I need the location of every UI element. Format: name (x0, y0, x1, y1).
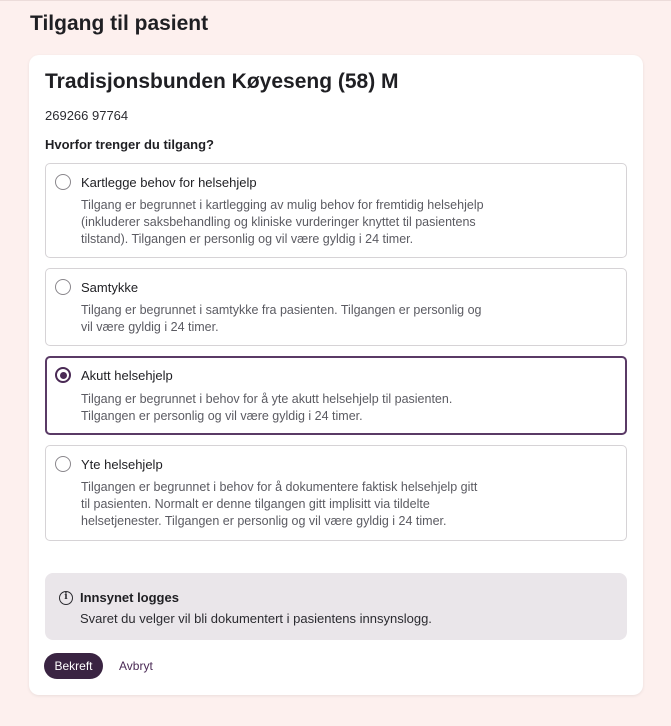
option-description: Tilgang er begrunnet i samtykke fra pasienten. Tilgangen er personlig og vil være gyldig i 24 timer. (81, 303, 482, 334)
info-title: Innsynet logges (80, 590, 179, 605)
option-description: Tilgang er begrunnet i behov for å yte akutt helsehjelp til pasienten. Tilgangen er personlig og vil være gyldig i 24 timer. (81, 392, 453, 423)
radio-button[interactable] (55, 456, 71, 472)
reason-option-yte[interactable] (45, 445, 627, 541)
radio-button-selected[interactable] (55, 367, 71, 383)
info-box (45, 573, 627, 640)
confirm-button[interactable]: Bekreft (44, 653, 103, 679)
access-card (29, 55, 643, 695)
option-description: Tilgangen er begrunnet i behov for å dokumentere faktisk helsehjelp gitt til pasienten. Normalt er denne tilgangen gitt implisitt via tildelte helsetjenester. Tilgangen er personlig og vil være gyldig i 24 timer. (81, 480, 478, 528)
reason-option-kartlegge[interactable] (45, 163, 627, 258)
radio-button[interactable] (55, 279, 71, 295)
page-title: Tilgang til pasient (30, 12, 209, 35)
option-title: Samtykke (81, 280, 139, 295)
reason-option-akutt[interactable] (45, 356, 627, 435)
info-icon: i (59, 591, 73, 605)
reason-question: Hvorfor trenger du tilgang? (45, 137, 214, 152)
patient-name: Tradisjonsbunden Køyeseng (58) M (45, 70, 399, 93)
info-text: Svaret du velger vil bli dokumentert i pasientens innsynslogg. (80, 611, 432, 626)
option-description: Tilgang er begrunnet i kartlegging av mulig behov for fremtidig helsehjelp (inkluderer saksbehandling og kliniske vurderinger knyttet til pasientens tilstand). Tilgangen er personlig og vil være gyldig i 24 timer. (81, 198, 484, 246)
reason-option-samtykke[interactable] (45, 268, 627, 346)
cancel-button[interactable]: Avbryt (119, 659, 153, 673)
option-title: Yte helsehjelp (81, 457, 163, 472)
patient-id: 269266 97764 (45, 108, 129, 123)
option-title: Akutt helsehjelp (81, 368, 173, 383)
radio-button[interactable] (55, 174, 71, 190)
option-title: Kartlegge behov for helsehjelp (81, 175, 257, 190)
